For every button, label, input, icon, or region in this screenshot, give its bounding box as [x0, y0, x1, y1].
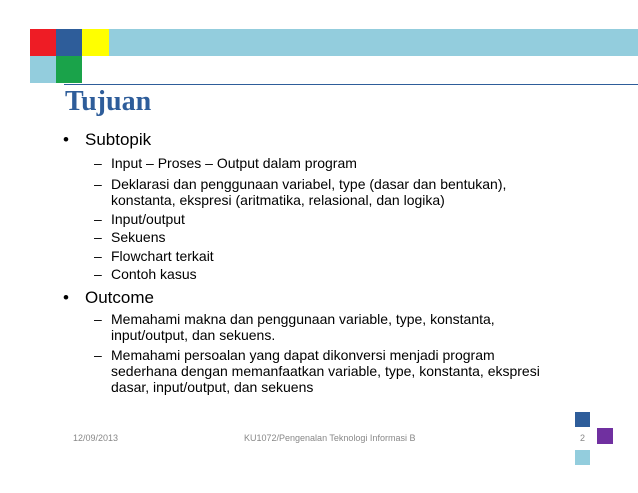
list-item: – Contoh kasus — [94, 266, 197, 282]
dash-icon: – — [94, 229, 102, 245]
section-subtopik-heading: • Subtopik — [63, 130, 152, 149]
decor-square-blue — [56, 29, 82, 56]
decor-square-red — [30, 29, 56, 56]
list-item: – Memahami makna dan penggunaan variable, type, konstanta, input/output, dan sekuens. — [94, 311, 495, 343]
page-number: 2 — [580, 433, 586, 443]
list-item: – Memahami persoalan yang dapat dikonversi menjadi program sederhana dengan memanfaatkan variable, type, konstanta, ekspresi dasar, input/output, dan sekuens — [94, 347, 540, 395]
dash-icon: – — [94, 311, 102, 327]
bullet-icon: • — [63, 130, 69, 149]
decor-square-purple — [597, 428, 613, 444]
slide-title: Tujuan — [65, 86, 152, 117]
dash-icon: – — [94, 347, 102, 363]
dash-icon: – — [94, 211, 102, 227]
dash-icon: – — [94, 266, 102, 282]
dash-icon: – — [94, 155, 102, 171]
list-item: – Input/output — [94, 211, 185, 227]
bullet-icon: • — [63, 288, 69, 307]
list-item: – Flowchart terkait — [94, 248, 214, 264]
decor-square-green — [56, 56, 82, 83]
decor-square-yellow — [82, 29, 109, 56]
dash-icon: – — [94, 176, 102, 192]
decor-square-lightblue — [30, 56, 56, 83]
dash-icon: – — [94, 248, 102, 264]
decor-header-bar — [109, 29, 638, 56]
section-outcome-heading: • Outcome — [63, 288, 154, 307]
decor-square-navy — [575, 412, 590, 427]
list-item: – Input – Proses – Output dalam program — [94, 155, 357, 171]
list-item: – Sekuens — [94, 229, 166, 245]
decor-square-lightblue-bottom — [575, 450, 590, 465]
footer-course-title: KU1072/Pengenalan Teknologi Informasi B — [244, 433, 416, 443]
list-item: – Deklarasi dan penggunaan variabel, type (dasar dan bentukan), konstanta, ekspresi (aritmatika, relasional, dan logika) — [94, 176, 507, 208]
footer-date: 12/09/2013 — [73, 433, 119, 443]
